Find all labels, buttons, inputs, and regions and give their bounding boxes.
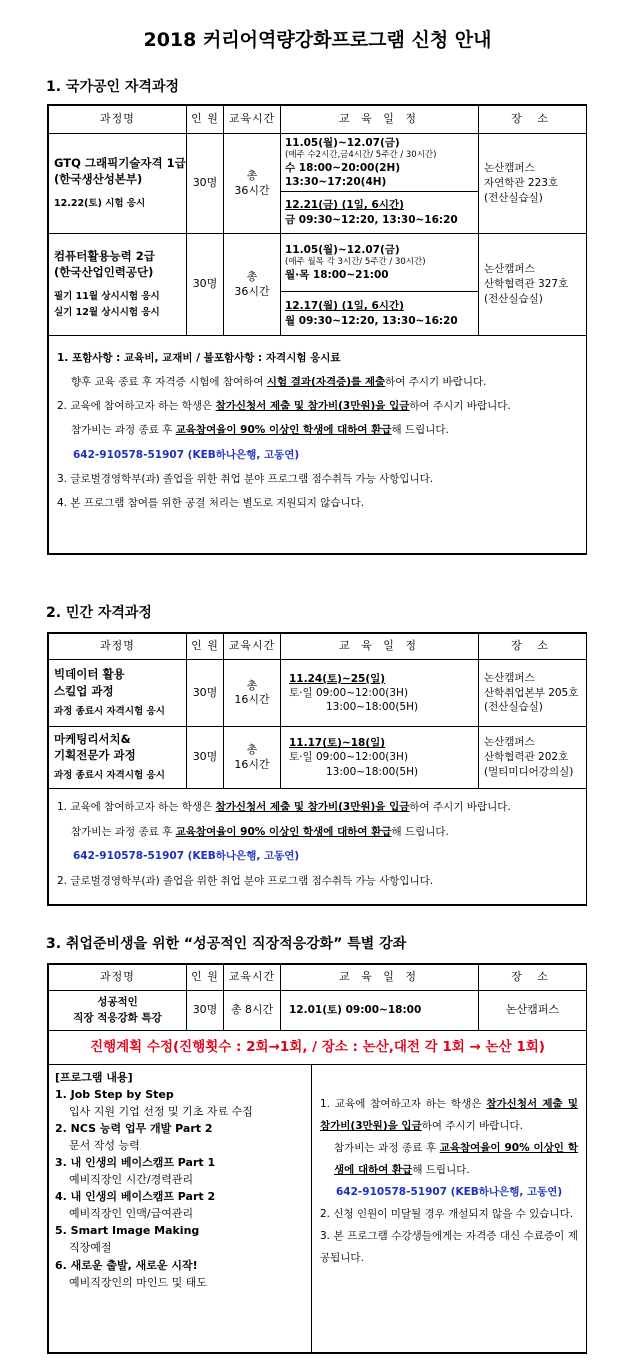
page-title: 2018 커리어역량강화프로그램 신청 안내 [143, 29, 492, 51]
section-2-table [48, 633, 587, 905]
course-org: (한국생산성본부) [54, 172, 143, 187]
place-room: 자연학관 223호 [484, 177, 559, 190]
course-name-cell [49, 134, 187, 234]
schedule-time-1: 토·일 09:00~12:00(3H) [289, 751, 409, 764]
hours-value: 16시간 [234, 757, 270, 771]
course-org: (한국산업인력공단) [54, 265, 154, 280]
notes-row [49, 336, 587, 554]
program-item: 2. NCS 능력 업무 개발 Part 2 문서 작성 능력 [55, 1122, 213, 1153]
place-type: (멀티미디어강의실) [484, 765, 574, 778]
hours-label: 총 [246, 743, 258, 757]
place-room: 산학취업본부 205호 [484, 686, 579, 699]
section-3-notes [312, 1065, 587, 1353]
hours-value: 16시간 [234, 693, 270, 706]
hours-value: 36시간 [234, 183, 270, 197]
note-1: 1. 교육에 참여하고자 하는 학생은 참가신청서 제출 및 참가비(3만원)을 입금하여 주시기 바랍니다. [320, 1098, 578, 1133]
schedule-period: 11.17(토)~18(일) [289, 737, 386, 750]
section-3-box [47, 963, 587, 1354]
section-3-table [48, 964, 587, 1353]
place-cell: 논산캠퍼스 [479, 991, 587, 1031]
exam-info: 과정 종료시 자격시험 응시 [54, 705, 165, 717]
schedule-period: 11.05(월)~12.07(금) [285, 136, 400, 149]
table-header-row [49, 634, 587, 660]
section-1-table [48, 105, 587, 554]
exam-schedule-cell [281, 292, 479, 336]
place-cell [479, 134, 587, 234]
note-2-detail: 참가비는 과정 종료 후 교육참여율이 90% 이상인 학생에 대하여 환급해 드립니다. [71, 424, 449, 437]
place-cell [479, 234, 587, 336]
schedule-cell [281, 134, 479, 192]
place-room: 산학협력관 327호 [484, 278, 569, 291]
place-campus: 논산캠퍼스 [484, 263, 535, 276]
schedule-period: 11.05(월)~12.07(금) [285, 243, 400, 256]
schedule-detail: (매주 월목 각 3시간/ 5주간 / 30시간) [285, 256, 426, 267]
section-1-box [47, 104, 587, 555]
place-cell [479, 727, 587, 789]
hours-cell [224, 234, 281, 336]
schedule-time: 월·목 18:00~21:00 [285, 269, 389, 282]
program-item: 1. Job Step by Step 입사 지원 기업 선정 및 기초 자료 수집 [55, 1088, 253, 1119]
header-course: 과정명 [49, 634, 187, 660]
program-item: 6. 새로운 출발, 새로운 시작! 예비직장인의 마인드 및 태도 [55, 1258, 208, 1289]
course-name: 성공적인 [97, 996, 138, 1009]
table-header-row [49, 106, 587, 134]
header-schedule: 교 육 일 정 [281, 634, 479, 660]
change-notice-row [49, 1031, 587, 1065]
schedule-time-2: 13:00~18:00(5H) [326, 765, 419, 778]
table-row [49, 234, 587, 292]
header-course: 과정명 [49, 965, 187, 991]
place-campus: 논산캠퍼스 [484, 162, 535, 175]
exam-time: 월 09:30~12:20, 13:30~16:20 [285, 314, 458, 327]
people-count: 30명 [187, 234, 224, 336]
note-1-detail: 참가비는 과정 종료 후 교육참여율이 90% 이상인 학생에 대하여 환급해 드립니다. [334, 1142, 578, 1177]
hours-label: 총 [246, 270, 258, 284]
course-name-2: 스킬업 과정 [54, 683, 114, 698]
place-type: (전산실습실) [484, 191, 543, 204]
hours-cell [224, 727, 281, 789]
note-2: 2. 교육에 참여하고자 하는 학생은 참가신청서 제출 및 참가비(3만원)을 입금하여 주시기 바랍니다. [57, 400, 511, 413]
course-name: 빅데이터 활용 [54, 667, 125, 682]
note-2: 2. 신청 인원이 미달될 경우 개설되지 않을 수 있습니다. [320, 1208, 574, 1221]
exam-date: 12.17(월) (1일, 6시간) [285, 300, 404, 313]
header-schedule: 교 육 일 정 [281, 965, 479, 991]
schedule-detail: (매주 수2시간,금4시간/ 5주간 / 30시간) [285, 149, 437, 160]
note-3: 3. 본 프로그램 수강생들에게는 자격증 대신 수료증이 제공됩니다. [320, 1230, 578, 1265]
schedule-cell [281, 727, 479, 789]
place-cell [479, 660, 587, 727]
course-name-cell [49, 727, 187, 789]
section-2-heading: 2. 민간 자격과정 [46, 605, 152, 621]
people-count: 30명 [187, 134, 224, 234]
header-place: 장 소 [479, 106, 587, 134]
table-row [49, 134, 587, 192]
schedule-time-1: 토·일 09:00~12:00(3H) [289, 686, 409, 699]
course-name-cell [49, 660, 187, 727]
header-people: 인 원 [187, 634, 224, 660]
schedule-period: 11.24(토)~25(일) [289, 672, 386, 685]
program-cell [49, 1065, 312, 1353]
place-type: (전산실습실) [484, 292, 543, 305]
schedule-cell [281, 660, 479, 727]
header-schedule: 교 육 일 정 [281, 106, 479, 134]
change-notice: 진행계획 수정(진행횟수 : 2회→1회, / 장소 : 논산,대전 각 1회 → 논산 1회) [49, 1031, 587, 1065]
exam-time: 금 09:30~12:20, 13:30~16:20 [285, 213, 458, 226]
note-2: 2. 글로벌경영학부(과) 졸업을 위한 취업 분야 프로그램 점수취득 가능 사항입니다. [57, 875, 434, 888]
course-name-2: 직장 적응강화 특강 [73, 1011, 162, 1024]
note-1-detail: 향후 교육 종료 후 자격증 시험에 참여하여 시험 결과(자격증)를 제출하여 주시기 바랍니다. [71, 376, 487, 389]
bank-account: 642-910578-51907 (KEB하나은행, 고동연) [73, 448, 300, 461]
table-row [49, 727, 587, 789]
hours-value: 총 8시간 [224, 991, 281, 1031]
schedule-cell [281, 234, 479, 292]
header-place: 장 소 [479, 965, 587, 991]
hours-label: 총 [246, 678, 258, 692]
bank-account: 642-910578-51907 (KEB하나은행, 고동연) [73, 850, 300, 863]
section-2-box [47, 632, 587, 906]
notes-row [49, 789, 587, 905]
program-title: [프로그램 내용] [55, 1071, 133, 1084]
schedule-time-2: 13:00~18:00(5H) [326, 701, 419, 714]
table-row [49, 660, 587, 727]
note-1-detail: 참가비는 과정 종료 후 교육참여율이 90% 이상인 학생에 대하여 환급해 드립니다. [71, 825, 449, 838]
program-item: 3. 내 인생의 베이스캠프 Part 1 예비직장인 시간/경력관리 [55, 1156, 216, 1187]
notes-cell [49, 336, 587, 554]
header-time: 교육시간 [224, 106, 281, 134]
exam-schedule-cell [281, 192, 479, 234]
people-count: 30명 [187, 991, 224, 1031]
hours-cell [224, 134, 281, 234]
note-1: 1. 교육에 참여하고자 하는 학생은 참가신청서 제출 및 참가비(3만원)을 입금하여 주시기 바랍니다. [57, 801, 511, 813]
exam-date: 12.21(금) (1일, 6시간) [285, 199, 404, 212]
people-count: 30명 [187, 727, 224, 789]
note-4: 4. 본 프로그램 참여를 위한 공결 처리는 별도로 지원되지 않습니다. [57, 496, 365, 509]
program-item: 5. Smart Image Making 직장예절 [55, 1224, 200, 1255]
place-type: (전산실습실) [484, 701, 543, 714]
header-time: 교육시간 [224, 965, 281, 991]
exam-info: 과정 종료시 자격시험 응시 [54, 770, 165, 782]
course-name: GTQ 그래픽기술자격 1급 [54, 155, 186, 170]
course-name-cell [49, 234, 187, 336]
people-count: 30명 [187, 660, 224, 727]
schedule-time: 수 18:00~20:00(2H) 13:30~17:20(4H) [285, 162, 401, 189]
table-row [49, 991, 587, 1031]
place-campus: 논산캠퍼스 [484, 736, 535, 749]
note-3: 3. 글로벌경영학부(과) 졸업을 위한 취업 분야 프로그램 점수취득 가능 사항입니다. [57, 472, 434, 485]
note-1: 1. 포함사항 : 교육비, 교재비 / 불포함사항 : 자격시험 응시료 [57, 352, 341, 364]
place-room: 산학협력관 202호 [484, 751, 569, 764]
exam-info: 12.22(토) 시험 응시 [54, 198, 146, 210]
header-place: 장 소 [479, 634, 587, 660]
header-time: 교육시간 [224, 634, 281, 660]
exam-info: 필기 11월 상시시험 응시 실기 12월 상시시험 응시 [54, 291, 160, 319]
course-name-cell [49, 991, 187, 1031]
bank-account: 642-910578-51907 (KEB하나은행, 고동연) [336, 1186, 563, 1199]
section-1-heading: 1. 국가공인 자격과정 [46, 79, 179, 95]
header-people: 인 원 [187, 106, 224, 134]
program-row [49, 1065, 587, 1353]
place-campus: 논산캠퍼스 [484, 671, 535, 684]
hours-value: 36시간 [234, 284, 270, 298]
notes-cell [49, 789, 587, 905]
course-name: 마케팅리서치& [54, 731, 131, 746]
program-item: 4. 내 인생의 베이스캠프 Part 2 예비직장인 인맥/급여관리 [55, 1190, 216, 1221]
course-name: 컴퓨터활용능력 2급 [54, 248, 155, 263]
header-people: 인 원 [187, 965, 224, 991]
hours-label: 총 [246, 169, 258, 183]
table-header-row [49, 965, 587, 991]
schedule-cell: 12.01(토) 09:00~18:00 [281, 991, 479, 1031]
course-name-2: 기획전문가 과정 [54, 748, 136, 763]
section-3-heading: 3. 취업준비생을 위한 “성공적인 직장적응강화” 특별 강좌 [46, 936, 407, 952]
header-course: 과정명 [49, 106, 187, 134]
hours-cell [224, 660, 281, 727]
